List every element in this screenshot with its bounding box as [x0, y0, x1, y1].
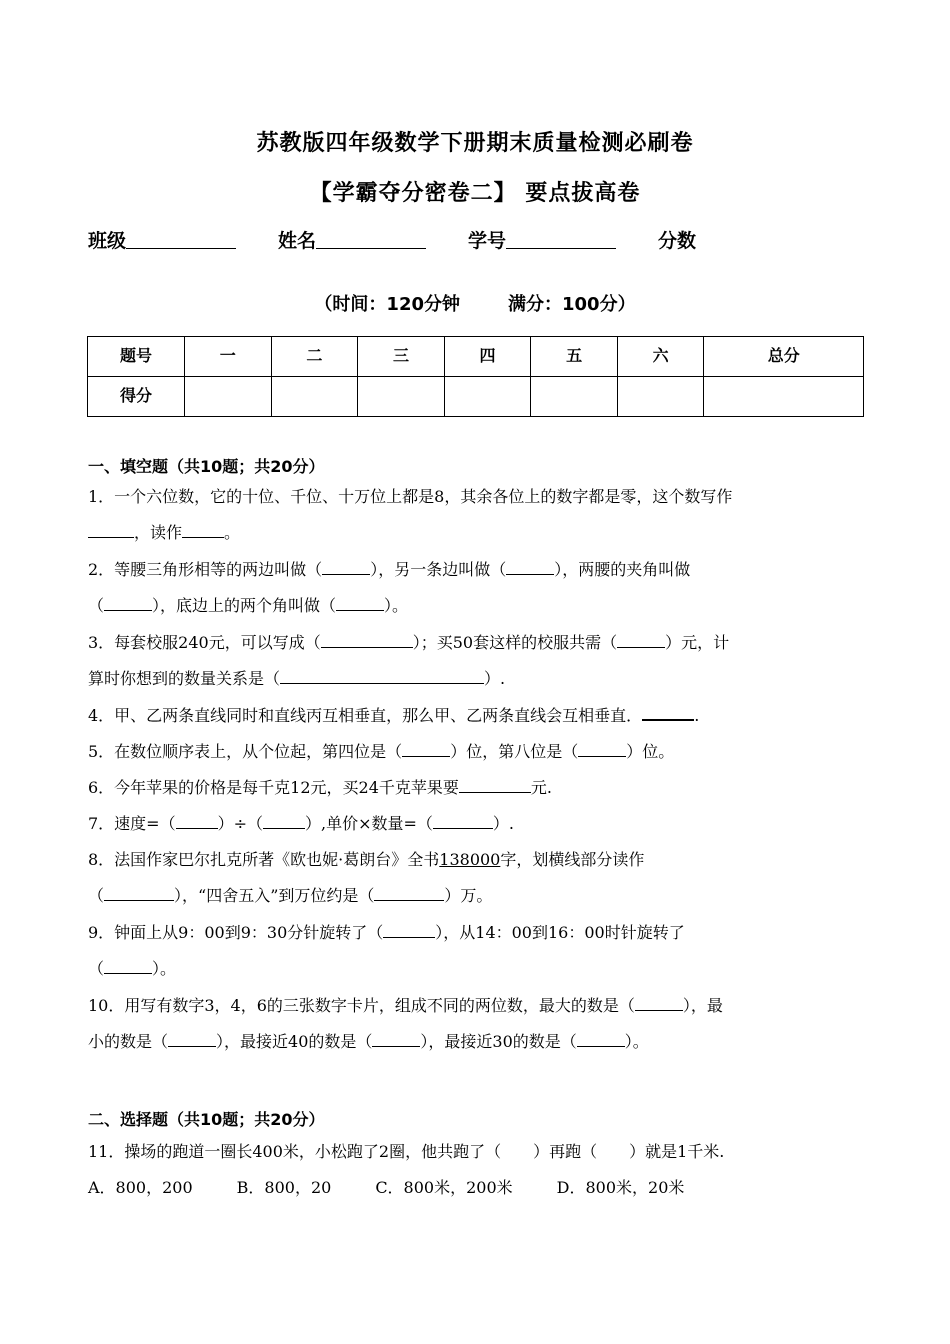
question-7: 7．速度=（ ）÷（ ）,单价×数量=（ ）.: [88, 814, 515, 833]
score-header-cell: 四: [444, 337, 531, 377]
answer-blank[interactable]: [577, 1032, 625, 1047]
id-blank[interactable]: [506, 228, 616, 249]
question-8: 8．法国作家巴尔扎克所著《欧也妮·葛朗台》全书138000字，划横线部分读作 （ ），“四舍五入”到万位约是（ ）万。: [88, 850, 645, 905]
answer-blank[interactable]: [88, 523, 134, 538]
score-header-cell: 题号: [88, 337, 185, 377]
option-b[interactable]: B．800，20: [236, 1178, 332, 1197]
class-label: 班级: [88, 230, 127, 252]
answer-blank[interactable]: [263, 814, 305, 829]
answer-blank[interactable]: [104, 596, 152, 611]
exam-subtitle: 【学霸夺分密卷二】 要点拔高卷: [309, 181, 641, 206]
score-cell[interactable]: [531, 377, 618, 417]
score-header-cell: 总分: [704, 337, 864, 377]
score-header-cell: 一: [185, 337, 272, 377]
answer-blank[interactable]: [176, 814, 218, 829]
answer-blank[interactable]: [642, 705, 694, 721]
question-11-options: [88, 1170, 863, 1206]
question-10: 10．用写有数字3，4，6的三张数字卡片，组成不同的两位数，最大的数是（ ），最 小的数是（ ），最接近40的数是（ ），最接近30的数是（ ）。: [88, 996, 723, 1051]
class-blank[interactable]: [126, 228, 236, 249]
answer-blank[interactable]: [433, 814, 493, 829]
answer-blank[interactable]: [168, 1032, 216, 1047]
answer-blank[interactable]: [374, 886, 444, 901]
score-label: 分数: [658, 230, 697, 252]
score-cell[interactable]: [617, 377, 704, 417]
score-table-score-row: [88, 377, 864, 417]
answer-blank[interactable]: [402, 742, 450, 757]
answer-blank[interactable]: [104, 959, 152, 974]
answer-blank[interactable]: [506, 560, 554, 575]
exam-time-info: [0, 290, 950, 316]
answer-blank[interactable]: [336, 596, 384, 611]
score-row-label: 得分: [88, 377, 185, 417]
underlined-number: 138000: [439, 850, 501, 869]
question-5: 5．在数位顺序表上，从个位起，第四位是（ ）位，第八位是（ ）位。: [88, 742, 675, 761]
class-field[interactable]: [88, 226, 236, 253]
exam-title: 苏教版四年级数学下册期末质量检测必刷卷: [256, 131, 694, 156]
name-blank[interactable]: [316, 228, 426, 249]
answer-blank[interactable]: [322, 560, 370, 575]
score-table: [87, 336, 864, 417]
score-cell[interactable]: [704, 377, 864, 417]
question-9: 9．钟面上从9：00到9：30分针旋转了（ ），从14：00到16：00时针旋转了 （ ）。: [88, 923, 685, 978]
section-1-title: 一、填空题（共10题；共20分）: [88, 457, 325, 476]
score-header-cell: 五: [531, 337, 618, 377]
option-d[interactable]: D．800米，20米: [556, 1178, 685, 1197]
question-1: 1．一个六位数，它的十位、千位、十万位上都是8，其余各位上的数字都是零，这个数写作 ，读作 。: [88, 487, 733, 542]
question-3: 3．每套校服240元，可以写成（ ）；买50套这样的校服共需（ ）元，计 算时你想到的数量关系是（ ）.: [88, 633, 730, 688]
answer-blank[interactable]: [372, 1032, 420, 1047]
question-2: 2．等腰三角形相等的两边叫做（ ），另一条边叫做（ ），两腰的夹角叫做 （ ），底边上的两个角叫做（ ）。: [88, 560, 691, 615]
answer-blank[interactable]: [617, 633, 665, 648]
answer-blank[interactable]: [578, 742, 626, 757]
answer-blank[interactable]: [321, 633, 413, 648]
score-header-cell: 二: [271, 337, 358, 377]
section-2-title: 二、选择题（共10题；共20分）: [88, 1110, 325, 1129]
full-score-text: 满分：100分）: [508, 294, 636, 315]
answer-blank[interactable]: [459, 778, 531, 793]
id-field[interactable]: [468, 226, 616, 253]
name-label: 姓名: [278, 230, 317, 252]
option-c[interactable]: C．800米，200米: [375, 1178, 513, 1197]
question-11: 11．操场的跑道一圈长400米，小松跑了2圈，他共跑了（ ）再跑（ ）就是1千米. A．800，200 B．800，20 C．800米，200米 D．800米，20米: [88, 1134, 863, 1206]
answer-blank[interactable]: [182, 523, 224, 538]
name-field[interactable]: [278, 226, 426, 253]
score-header-cell: 六: [617, 337, 704, 377]
question-4: 4．甲、乙两条直线同时和直线丙互相垂直，那么甲、乙两条直线会互相垂直． .: [88, 706, 700, 725]
answer-blank[interactable]: [104, 886, 174, 901]
student-info-row: [88, 226, 868, 253]
score-header-cell: 三: [358, 337, 445, 377]
score-cell[interactable]: [444, 377, 531, 417]
answer-blank[interactable]: [280, 669, 484, 684]
score-cell[interactable]: [358, 377, 445, 417]
score-table-header-row: [88, 337, 864, 377]
score-field: [658, 226, 696, 253]
answer-blank[interactable]: [383, 923, 435, 938]
score-cell[interactable]: [185, 377, 272, 417]
time-text: （时间：120分钟: [314, 294, 460, 315]
score-cell[interactable]: [271, 377, 358, 417]
answer-blank[interactable]: [635, 996, 683, 1011]
id-label: 学号: [468, 230, 507, 252]
question-6: 6．今年苹果的价格是每千克12元，买24千克苹果要 元.: [88, 778, 552, 797]
option-a[interactable]: A．800，200: [88, 1178, 193, 1197]
